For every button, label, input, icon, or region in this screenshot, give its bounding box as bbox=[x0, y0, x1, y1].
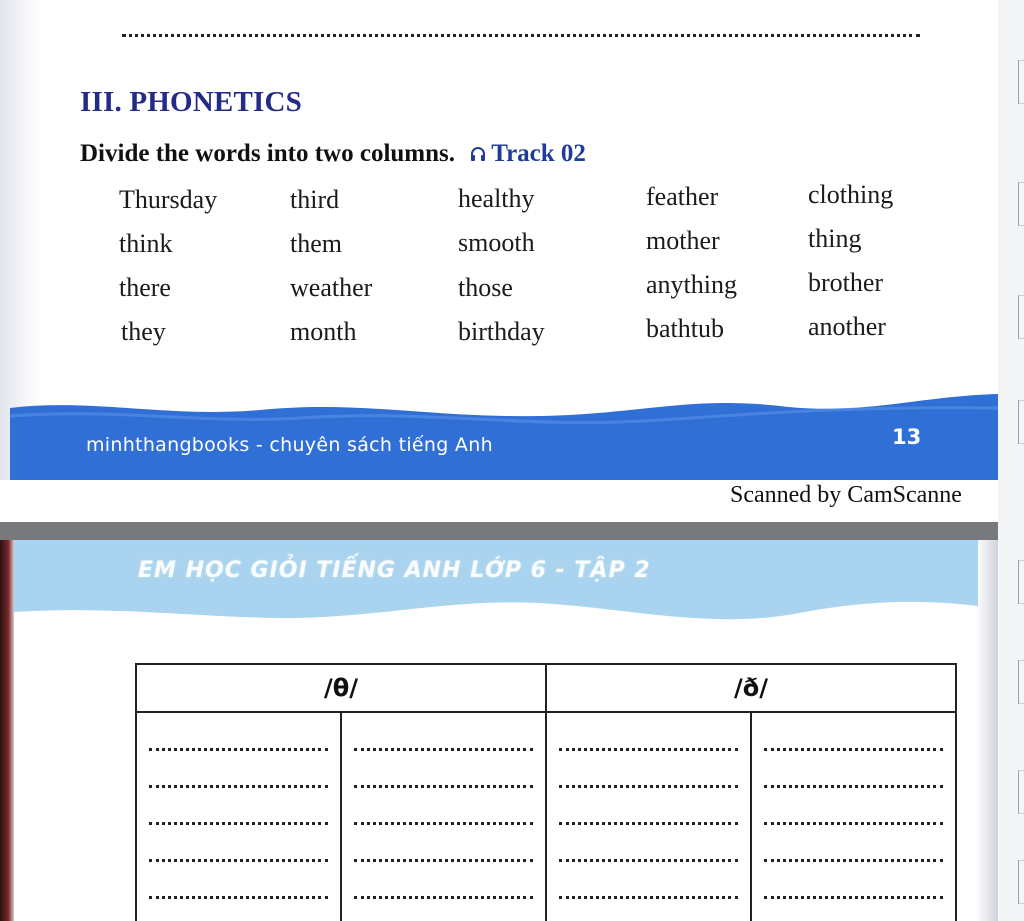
page-right-shadow bbox=[976, 540, 998, 921]
blank-line[interactable] bbox=[559, 731, 738, 751]
scan-separator bbox=[0, 522, 998, 542]
blank-line[interactable] bbox=[149, 825, 328, 862]
section-title: III. PHONETICS bbox=[80, 86, 302, 118]
word-item: birthday bbox=[458, 317, 545, 346]
instruction-text: Divide the words into two columns. bbox=[80, 140, 456, 167]
word-item: them bbox=[290, 229, 342, 258]
word-item: feather bbox=[646, 182, 719, 211]
word-item: weather bbox=[290, 273, 373, 302]
edge-marker bbox=[1018, 60, 1024, 104]
blank-line[interactable] bbox=[764, 731, 943, 751]
edge-marker bbox=[1018, 770, 1024, 814]
word-item: bathtub bbox=[646, 314, 724, 343]
blank-line[interactable] bbox=[764, 751, 943, 788]
edge-marker bbox=[1018, 295, 1024, 339]
blank-line[interactable] bbox=[149, 751, 328, 788]
book-series-header: EM HỌC GIỎI TIẾNG ANH LỚP 6 - TẬP 2 bbox=[138, 558, 651, 583]
blank-line[interactable] bbox=[354, 751, 533, 788]
blank-line[interactable] bbox=[149, 862, 328, 899]
word-item: mother bbox=[646, 226, 720, 255]
textbook-page-14 bbox=[0, 540, 998, 921]
blank-line[interactable] bbox=[559, 751, 738, 788]
edge-marker bbox=[1018, 560, 1024, 604]
word-item: there bbox=[119, 273, 171, 302]
word-item: brother bbox=[808, 268, 884, 297]
eth-column-header: /ð/ bbox=[546, 664, 956, 712]
blank-line[interactable] bbox=[149, 788, 328, 825]
blank-line[interactable] bbox=[559, 862, 738, 899]
answer-dotted-line bbox=[122, 34, 920, 37]
track-text: Track 02 bbox=[491, 140, 586, 167]
track-label bbox=[469, 140, 586, 167]
scan-watermark: Scanned by CamScanne bbox=[730, 482, 962, 508]
word-item: another bbox=[808, 312, 886, 341]
word-item: thing bbox=[808, 224, 862, 253]
blank-line[interactable] bbox=[764, 825, 943, 862]
instruction bbox=[80, 140, 586, 168]
blank-line[interactable] bbox=[149, 731, 328, 751]
answer-column bbox=[546, 712, 751, 921]
word-item: Thursday bbox=[119, 185, 218, 214]
blank-line[interactable] bbox=[354, 825, 533, 862]
word-item: healthy bbox=[458, 184, 535, 213]
edge-marker bbox=[1018, 860, 1024, 904]
footer-brand: minhthangbooks - chuyên sách tiếng Anh bbox=[86, 434, 493, 456]
blank-line[interactable] bbox=[354, 862, 533, 899]
word-item: anything bbox=[646, 270, 737, 299]
phonetics-sorting-table bbox=[135, 663, 957, 921]
theta-column-header: /θ/ bbox=[136, 664, 546, 712]
word-item: those bbox=[458, 273, 513, 302]
answer-column bbox=[751, 712, 956, 921]
blank-line[interactable] bbox=[559, 788, 738, 825]
page-number: 13 bbox=[892, 425, 922, 449]
edge-marker bbox=[1018, 400, 1024, 444]
blank-line[interactable] bbox=[354, 788, 533, 825]
header-wave-band bbox=[14, 540, 978, 626]
word-item: think bbox=[119, 229, 173, 258]
word-item: clothing bbox=[808, 180, 894, 209]
word-item: smooth bbox=[458, 228, 535, 257]
blank-line[interactable] bbox=[764, 788, 943, 825]
blank-line[interactable] bbox=[559, 825, 738, 862]
headphones-icon bbox=[469, 145, 487, 163]
blank-line[interactable] bbox=[764, 862, 943, 899]
word-item: they bbox=[121, 317, 166, 346]
word-item: third bbox=[290, 185, 340, 214]
edge-marker bbox=[1018, 660, 1024, 704]
answer-column bbox=[136, 712, 341, 921]
edge-marker bbox=[1018, 182, 1024, 226]
book-spine-edge bbox=[0, 540, 14, 921]
answer-column bbox=[341, 712, 546, 921]
blank-line[interactable] bbox=[354, 731, 533, 751]
word-item: month bbox=[290, 317, 357, 346]
